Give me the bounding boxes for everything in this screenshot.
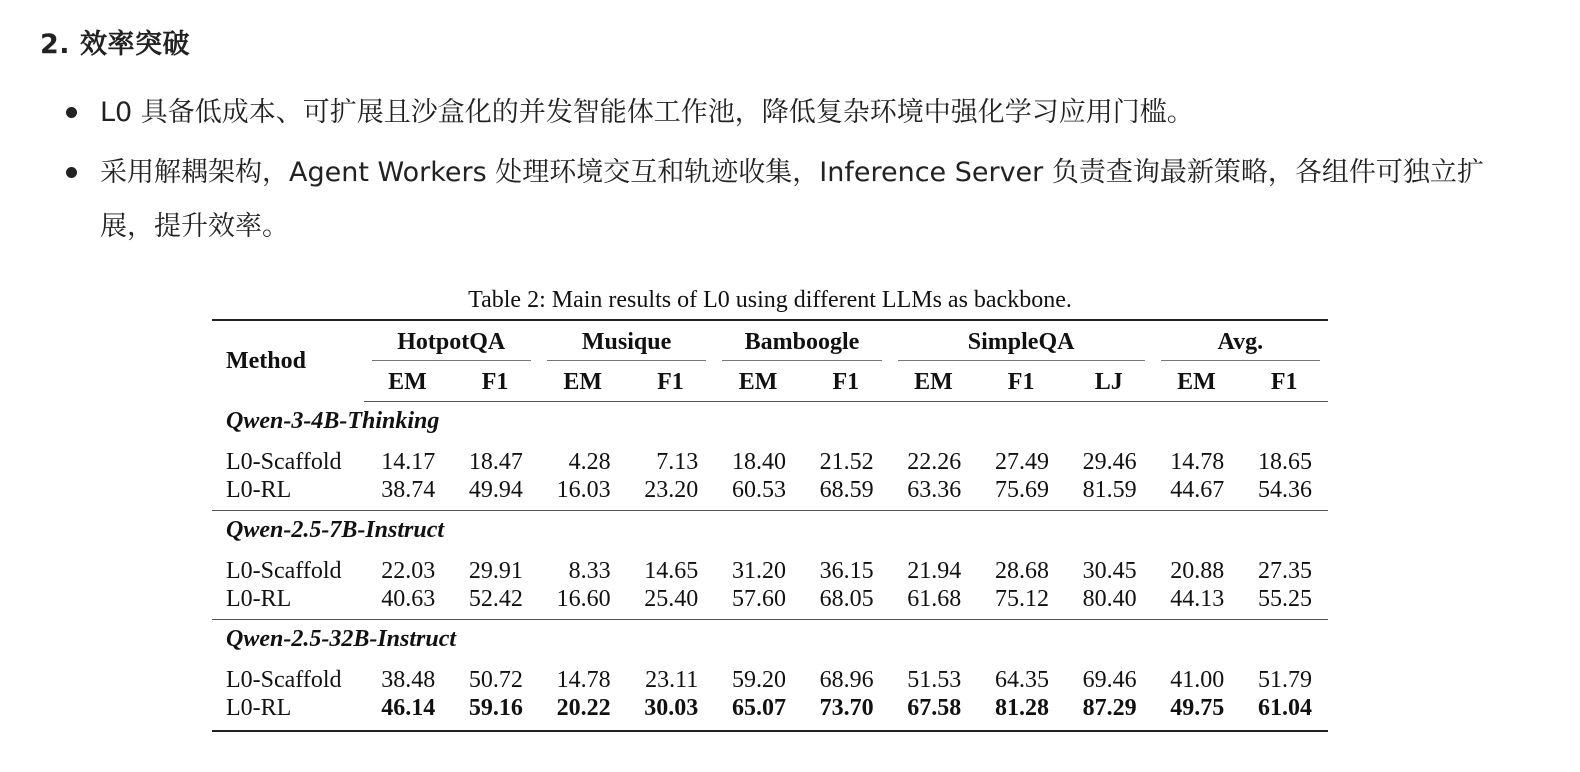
value-cell: 21.94 bbox=[907, 558, 962, 584]
value-cell: 27.49 bbox=[994, 449, 1049, 475]
value-cell: 54.36 bbox=[1240, 476, 1328, 511]
method-cell: L0-RL bbox=[212, 694, 364, 731]
value-cell: 40.63 bbox=[364, 585, 452, 620]
method-cell: L0-RL bbox=[212, 585, 364, 620]
value-cell: 14.65 bbox=[644, 558, 699, 584]
value-cell: 68.59 bbox=[802, 476, 890, 511]
method-cell: L0-Scaffold bbox=[226, 449, 342, 475]
group-header-avg: Avg. bbox=[1153, 320, 1328, 363]
value-cell: 25.40 bbox=[627, 585, 715, 620]
value-cell: 44.13 bbox=[1153, 585, 1241, 620]
value-cell-best: 81.28 bbox=[977, 694, 1065, 731]
group-header-hotpotqa: HotpotQA bbox=[364, 320, 539, 363]
group-header-row bbox=[212, 320, 1328, 363]
value-cell: 7.13 bbox=[656, 449, 699, 475]
value-cell-best: 61.04 bbox=[1240, 694, 1328, 731]
table-row bbox=[212, 476, 1328, 511]
metric-header: EM bbox=[1153, 363, 1241, 402]
value-cell: 81.59 bbox=[1065, 476, 1153, 511]
value-cell: 49.94 bbox=[451, 476, 539, 511]
bullet-dot-icon bbox=[66, 167, 77, 178]
value-cell: 8.33 bbox=[568, 558, 611, 584]
value-cell: 22.26 bbox=[907, 449, 962, 475]
method-cell: L0-Scaffold bbox=[226, 667, 342, 693]
value-cell: 28.68 bbox=[994, 558, 1049, 584]
table-row bbox=[212, 557, 1328, 585]
group-header-musique: Musique bbox=[539, 320, 714, 363]
table-row bbox=[212, 585, 1328, 620]
table-row bbox=[212, 448, 1328, 476]
metric-header: EM bbox=[714, 363, 802, 402]
value-cell: 23.11 bbox=[645, 667, 699, 693]
method-cell: L0-RL bbox=[212, 476, 364, 511]
value-cell: 50.72 bbox=[468, 667, 523, 693]
table-row bbox=[212, 694, 1328, 731]
value-cell: 52.42 bbox=[451, 585, 539, 620]
value-cell: 29.46 bbox=[1082, 449, 1137, 475]
value-cell-best: 67.58 bbox=[890, 694, 978, 731]
value-cell: 41.00 bbox=[1170, 667, 1225, 693]
section-heading: 2. 效率突破 bbox=[40, 29, 190, 60]
value-cell: 60.53 bbox=[714, 476, 802, 511]
method-cell: L0-Scaffold bbox=[226, 558, 342, 584]
metric-header: EM bbox=[539, 363, 627, 402]
metric-header: EM bbox=[364, 363, 452, 402]
table-caption: Table 2: Main results of L0 using different LLMs as backbone. bbox=[468, 287, 1072, 313]
value-cell: 38.48 bbox=[381, 667, 436, 693]
value-cell: 16.60 bbox=[539, 585, 627, 620]
value-cell: 31.20 bbox=[731, 558, 786, 584]
metric-header: F1 bbox=[451, 363, 539, 402]
value-cell-best: 49.75 bbox=[1153, 694, 1241, 731]
metric-header: EM bbox=[890, 363, 978, 402]
value-cell: 55.25 bbox=[1240, 585, 1328, 620]
results-table-container bbox=[212, 319, 1328, 732]
value-cell-best: 46.14 bbox=[364, 694, 452, 731]
metric-header: F1 bbox=[802, 363, 890, 402]
bullet-list bbox=[0, 86, 1580, 260]
metric-header: LJ bbox=[1065, 363, 1153, 402]
value-cell: 18.47 bbox=[468, 449, 523, 475]
value-cell: 57.60 bbox=[714, 585, 802, 620]
value-cell: 44.67 bbox=[1153, 476, 1241, 511]
bullet-dot-icon bbox=[66, 107, 77, 118]
value-cell-best: 30.03 bbox=[627, 694, 715, 731]
bullet-text: 采用解耦架构，Agent Workers 处理环境交互和轨迹收集，Inference Server 负责查询最新策略，各组件可独立扩展，提升效率。 bbox=[100, 157, 1484, 242]
value-cell-best: 87.29 bbox=[1065, 694, 1153, 731]
value-cell: 27.35 bbox=[1258, 558, 1312, 584]
metric-header: F1 bbox=[977, 363, 1065, 402]
value-cell-best: 20.22 bbox=[539, 694, 627, 731]
table-body bbox=[212, 402, 1328, 732]
value-cell: 14.17 bbox=[381, 449, 436, 475]
metric-header: F1 bbox=[1240, 363, 1328, 402]
value-cell: 59.20 bbox=[731, 667, 786, 693]
value-cell: 22.03 bbox=[381, 558, 436, 584]
value-cell-best: 65.07 bbox=[714, 694, 802, 731]
bullet-text: L0 具备低成本、可扩展且沙盒化的并发智能体工作池，降低复杂环境中强化学习应用门槛。 bbox=[100, 97, 1194, 128]
results-table bbox=[212, 319, 1328, 732]
group-header-bamboogle: Bamboogle bbox=[714, 320, 889, 363]
value-cell: 23.20 bbox=[627, 476, 715, 511]
value-cell: 75.69 bbox=[977, 476, 1065, 511]
value-cell: 29.91 bbox=[468, 558, 523, 584]
section-header-row bbox=[212, 620, 1328, 667]
value-cell: 51.53 bbox=[907, 667, 962, 693]
value-cell: 75.12 bbox=[977, 585, 1065, 620]
value-cell: 38.74 bbox=[364, 476, 452, 511]
bullet-item bbox=[0, 146, 1580, 254]
method-header: Method bbox=[212, 320, 364, 402]
value-cell: 18.40 bbox=[731, 449, 786, 475]
metric-header: F1 bbox=[627, 363, 715, 402]
value-cell: 14.78 bbox=[1170, 449, 1225, 475]
section-header-row bbox=[212, 402, 1328, 449]
model-name: Qwen-2.5-7B-Instruct bbox=[226, 517, 445, 543]
value-cell-best: 73.70 bbox=[802, 694, 890, 731]
model-name: Qwen-3-4B-Thinking bbox=[226, 408, 440, 434]
value-cell: 69.46 bbox=[1082, 667, 1137, 693]
value-cell: 18.65 bbox=[1258, 449, 1312, 475]
value-cell: 14.78 bbox=[556, 667, 611, 693]
value-cell: 63.36 bbox=[890, 476, 978, 511]
value-cell: 4.28 bbox=[568, 449, 611, 475]
value-cell: 64.35 bbox=[994, 667, 1049, 693]
model-name: Qwen-2.5-32B-Instruct bbox=[226, 626, 457, 652]
value-cell: 68.96 bbox=[819, 667, 874, 693]
value-cell: 16.03 bbox=[539, 476, 627, 511]
value-cell: 80.40 bbox=[1065, 585, 1153, 620]
value-cell: 36.15 bbox=[819, 558, 874, 584]
metric-header-row bbox=[212, 363, 1328, 402]
value-cell: 68.05 bbox=[802, 585, 890, 620]
section-header-row bbox=[212, 511, 1328, 558]
table-row bbox=[212, 666, 1328, 694]
value-cell-best: 59.16 bbox=[451, 694, 539, 731]
value-cell: 61.68 bbox=[890, 585, 978, 620]
bullet-item bbox=[0, 86, 1580, 140]
value-cell: 21.52 bbox=[819, 449, 874, 475]
group-header-simpleqa: SimpleQA bbox=[890, 320, 1153, 363]
value-cell: 51.79 bbox=[1258, 667, 1312, 693]
value-cell: 20.88 bbox=[1170, 558, 1225, 584]
value-cell: 30.45 bbox=[1082, 558, 1137, 584]
